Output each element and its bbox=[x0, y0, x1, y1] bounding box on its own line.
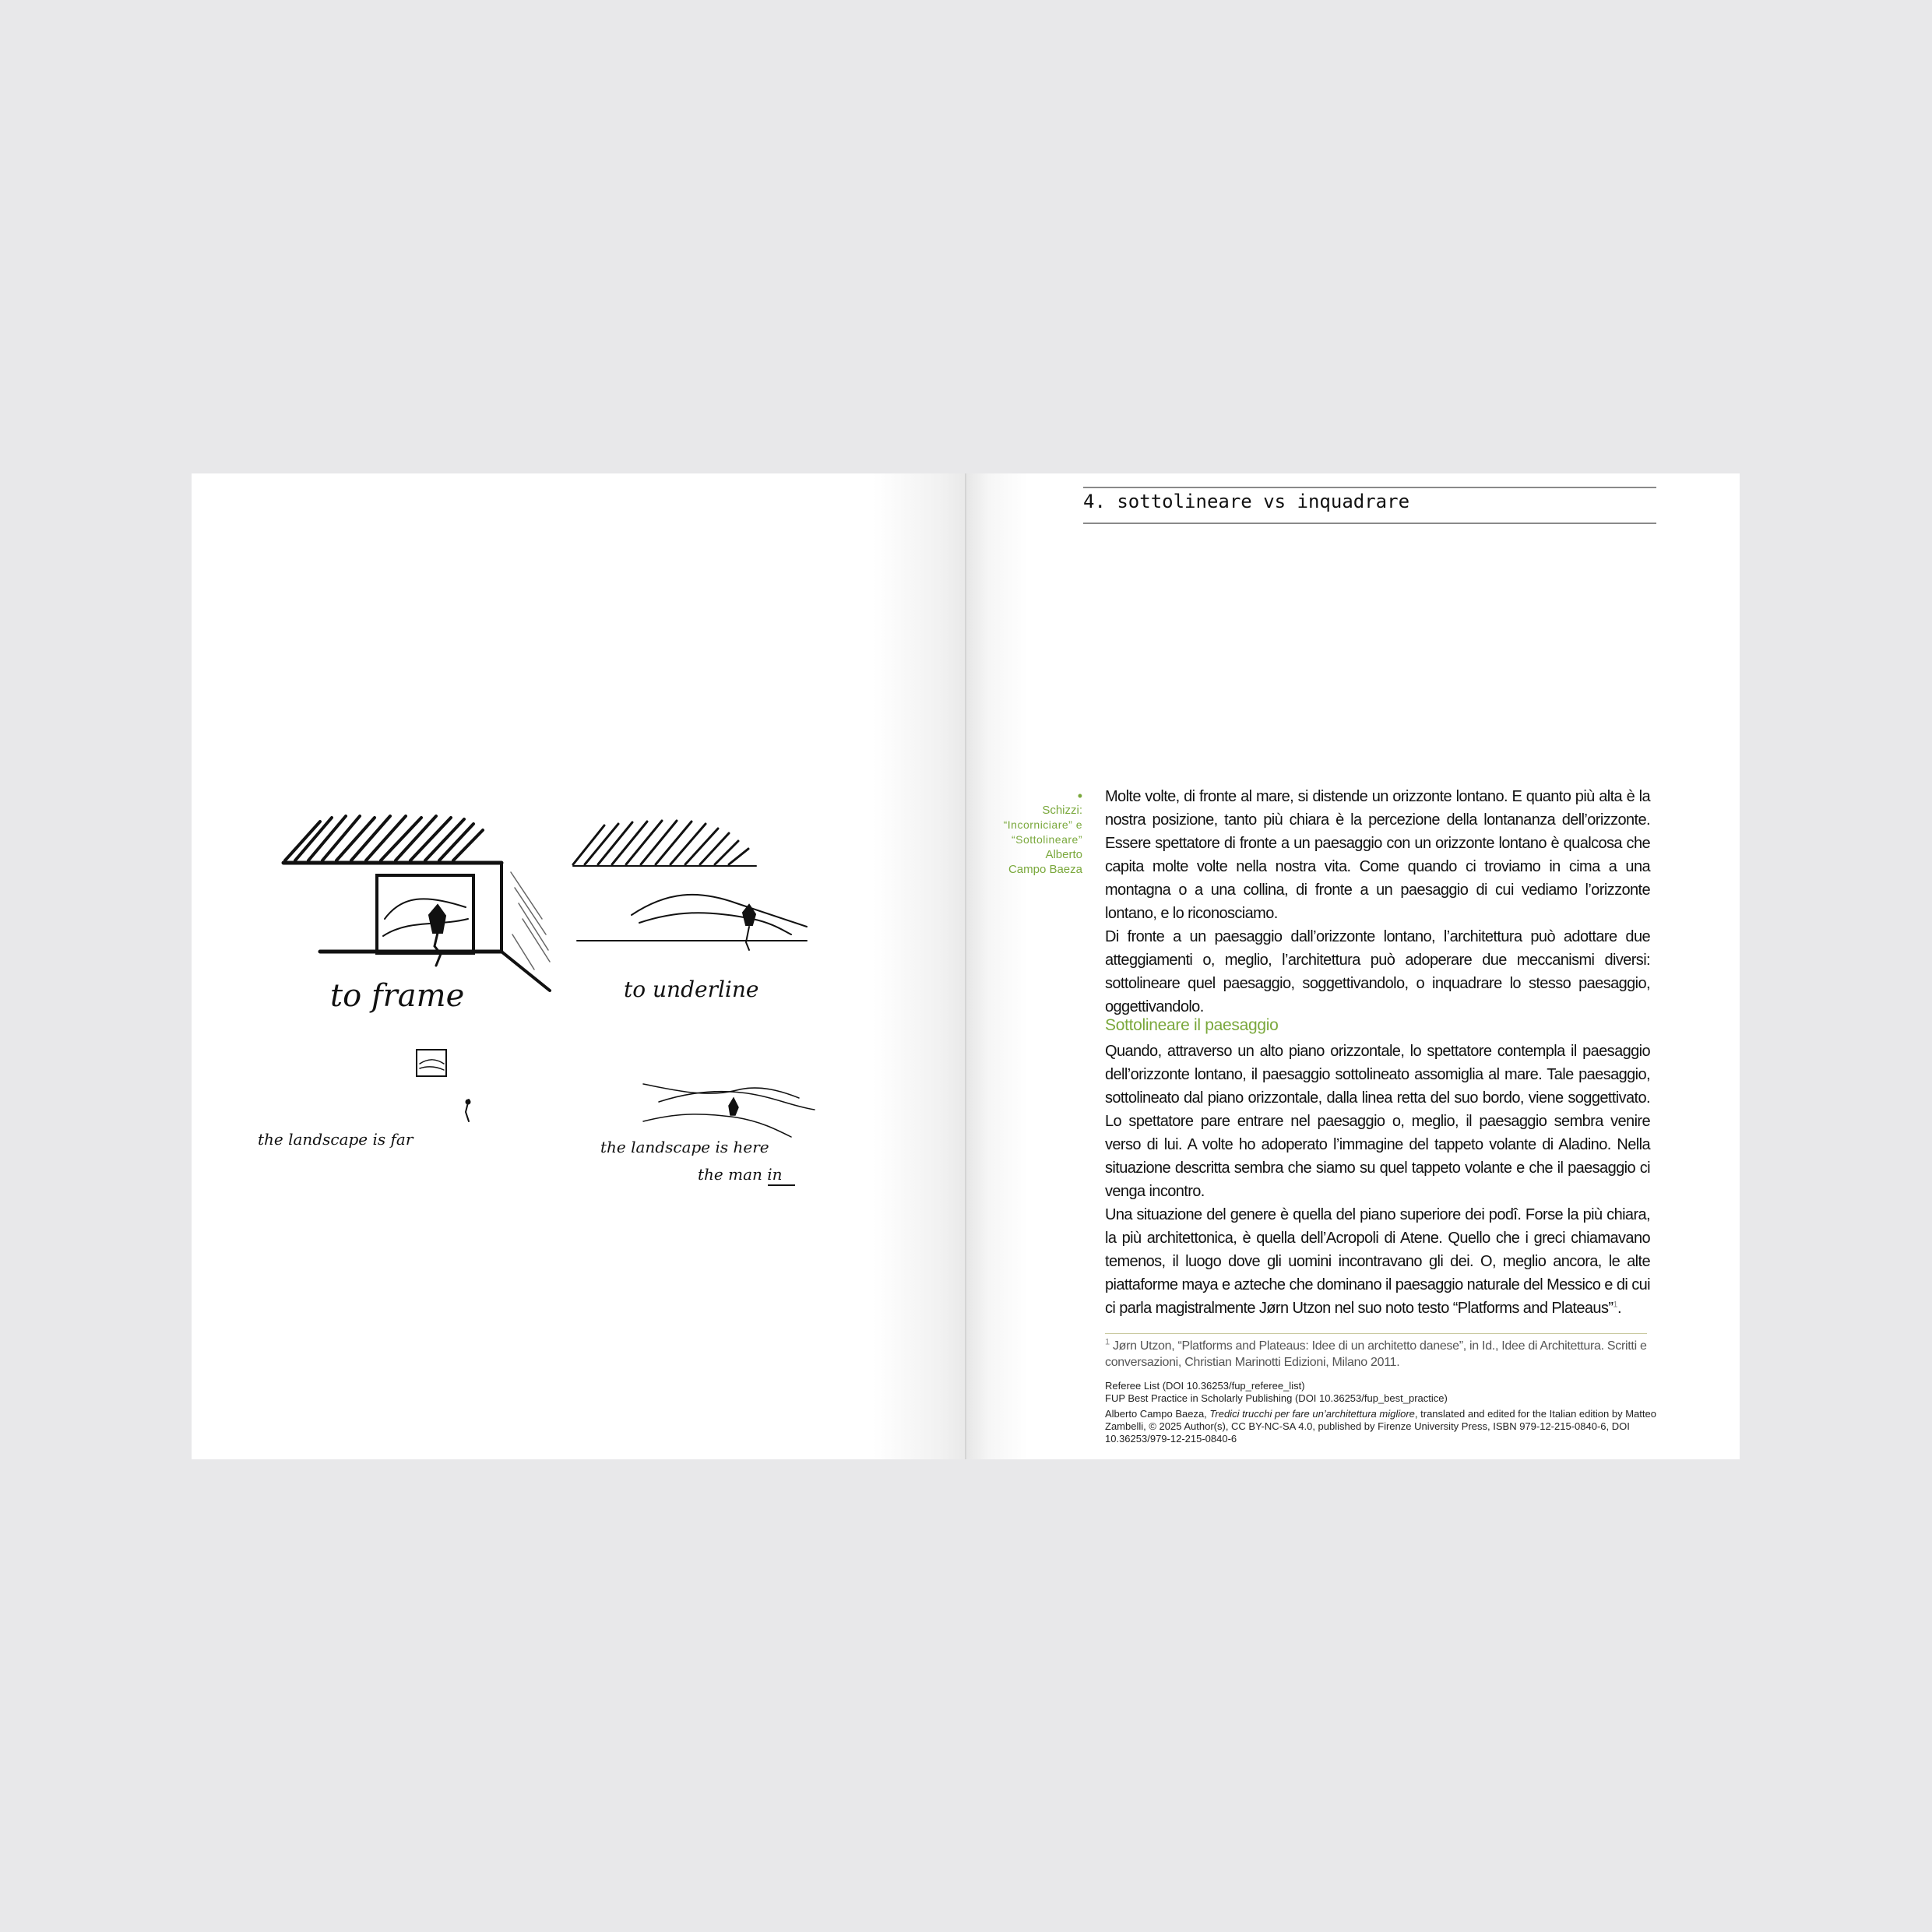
caption-line-3: “Sottolineare” bbox=[1011, 833, 1082, 846]
header-rule-bottom bbox=[1083, 523, 1656, 524]
footnote-ref[interactable]: 1 bbox=[1613, 1300, 1617, 1310]
section-subheading: Sottolineare il paesaggio bbox=[1105, 1016, 1279, 1034]
book-gutter bbox=[965, 473, 966, 1459]
paragraph: Molte volte, di fronte al mare, si distende un orizzonte lontano. E quanto più alta è la nostra posizione, tanto più chiara è la percezione della lontananza dell’orizzonte. Essere spettatore di fronte a un paesaggio con un orizzonte lontano è qualcosa che capita molte volte nella nostra vita. Come quando ci troviamo in cima a una montagna o a una collina, di fronte a un paesaggio di cui vediamo l’orizzonte lontano, e lo riconosciamo. bbox=[1105, 788, 1650, 922]
caption-line-5: Campo Baeza bbox=[1008, 863, 1082, 876]
footnote-text: Jørn Utzon, “Platforms and Plateaus: Idee di un architetto danese”, in Id., Idee di Architettura. Scritti e conversazioni, Christian Marinotti Edizioni, Milano 2011. bbox=[1105, 1339, 1647, 1369]
roof-hatching-right bbox=[573, 821, 748, 864]
sketch-label-frame: to frame bbox=[330, 978, 465, 1014]
footnote-marker: 1 bbox=[1105, 1337, 1110, 1347]
sketch-label-underline: to underline bbox=[624, 977, 759, 1002]
caption-line-2: “Incorniciare” e bbox=[1003, 818, 1082, 831]
referee-list: Referee List (DOI 10.36253/fup_referee_list) bbox=[1105, 1380, 1305, 1392]
citation-author: Alberto Campo Baeza, bbox=[1105, 1408, 1207, 1420]
best-practice: FUP Best Practice in Scholarly Publishing (DOI 10.36253/fup_best_practice) bbox=[1105, 1392, 1448, 1404]
citation-rest: , translated and edited for the Italian edition by Matteo Zambelli, © 2025 Author(s), CC BY-NC-SA 4.0, published by Firenze University Press, ISBN 979-12-215-0840-6, DOI 10.36253/979-12-215-0840-6 bbox=[1105, 1408, 1656, 1445]
citation bbox=[1105, 1408, 1658, 1445]
figure-caption bbox=[966, 789, 1082, 877]
header-rule-top bbox=[1083, 487, 1656, 488]
sketch-illustration bbox=[192, 802, 892, 1207]
citation-title: Tredici trucchi per fare un’architettura migliore bbox=[1209, 1408, 1415, 1420]
caption-bullet: • bbox=[1077, 788, 1082, 804]
sketch-label-here: the landscape is here bbox=[600, 1138, 769, 1156]
caption-line-4: Alberto bbox=[1045, 848, 1082, 861]
intro-text bbox=[1105, 785, 1650, 1019]
caption-line-1: Schizzi: bbox=[1042, 804, 1082, 817]
colophon bbox=[1105, 1380, 1658, 1445]
paragraph: Una situazione del genere è quella del piano superiore dei podî. Forse la più chiara, la più architettonica, è quella dell’Acropoli di Atene. Quello che i greci chiamavano temenos, il luogo dove gli uomini incontravano gli dei. O, meglio ancora, le alte piattaforme maya e azteche che dominano il paesaggio naturale del Messico e di cui ci parla magistralmente Jørn Utzon nel suo noto testo “Platforms and Plateaus”$^1$. bbox=[1105, 1206, 1650, 1317]
paragraph: Quando, attraverso un alto piano orizzontale, lo spettatore contempla il paesaggio dell’orizzonte lontano, il paesaggio sottolineato assomiglia al mare. Tale paesaggio, sottolineato dal piano orizzontale, dalla linea retta del suo bordo, viene soggettivato. Lo spettatore pare entrare nel paesaggio o, meglio, il paesaggio sembra venire verso di lui. A volte ho adoperato l’immagine del tappeto volante di Aladino. Nella situazione descritta sembra che siamo su quel tappeto volante e che il paesaggio ci venga incontro. bbox=[1105, 1043, 1650, 1200]
sketch-label-far: the landscape is far bbox=[258, 1130, 413, 1149]
paragraph: Di fronte a un paesaggio dall’orizzonte lontano, l’architettura può adottare due atteggiamenti o, meglio, l’architettura può adoperare due meccanismi diversi: sottolineare quel paesaggio, soggettivandolo, o inquadrare lo stesso paesaggio, oggettivandolo. bbox=[1105, 928, 1650, 1015]
footnote bbox=[1105, 1338, 1650, 1371]
sketch-label-man-in: the man in bbox=[698, 1165, 783, 1184]
footnote-rule bbox=[1105, 1333, 1647, 1334]
main-text bbox=[1105, 1040, 1650, 1320]
roof-hatching-left bbox=[285, 816, 483, 860]
paragraph-text: Una situazione del genere è quella del piano superiore dei podî. Forse la più chiara, la più architettonica, è quella dell’Acropoli di Atene. Quello che i greci chiamavano temenos, il luogo dove gli uomini incontravano gli dei. O, meglio ancora, le alte piattaforme maya e azteche che dominano il paesaggio naturale del Messico e di cui ci parla magistralmente Jørn Utzon nel suo noto testo “Platforms and Plateaus” bbox=[1105, 1206, 1650, 1317]
chapter-title: 4. sottolineare vs inquadrare bbox=[1083, 491, 1410, 512]
